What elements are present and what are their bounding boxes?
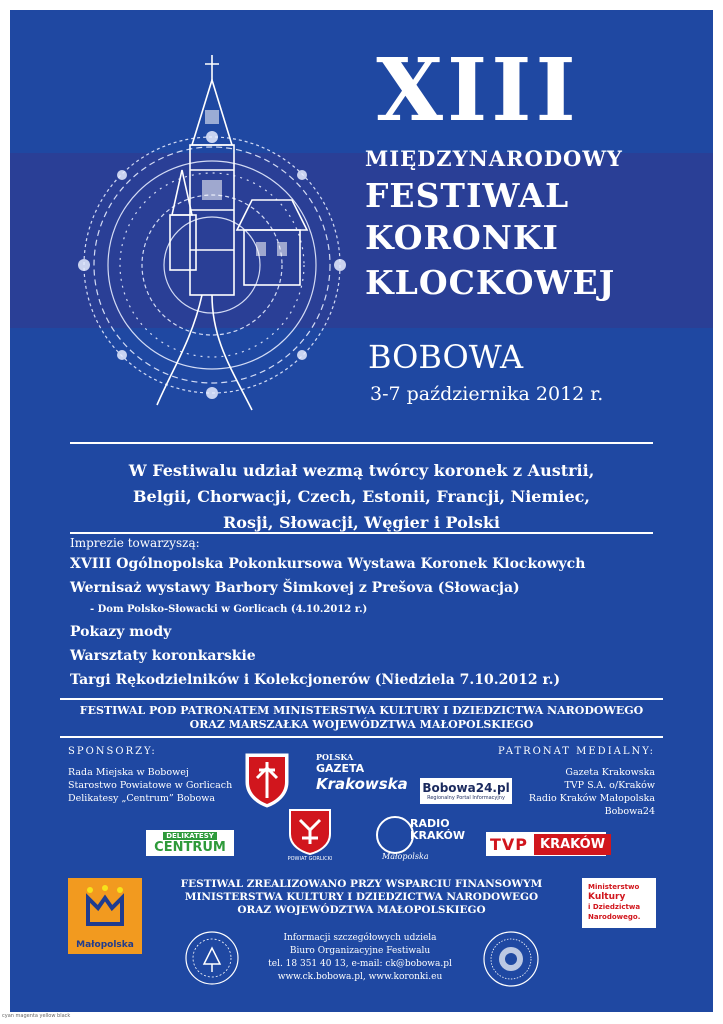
gazeta-krakowska-logo: [316, 752, 408, 793]
bobowa24-main: Bobowa24.pl: [422, 781, 510, 795]
media-3: Radio Kraków Małopolska: [528, 793, 655, 804]
contact-line-3: tel. 18 351 40 13, e-mail: ck@bobowa.pl: [268, 959, 452, 969]
countries-line-2: Belgii, Chorwacji, Czech, Estonii, Francji, Niemiec,: [133, 487, 590, 506]
event-fair: Targi Rękodzielników i Kolekcjonerów (Niedziela 7.10.2012 r.): [70, 672, 561, 688]
ministry-culture-logo: [582, 878, 656, 928]
media-label: PATRONAT MEDIALNY:: [497, 746, 655, 757]
funding-line-2: MINISTERSTWA KULTURY I DZIEDZICTWA NARODOWEGO: [184, 891, 539, 903]
ministry-line-4: Narodowego.: [588, 913, 641, 921]
lace-church-illustration: [62, 50, 362, 430]
bobowa24-logo: [420, 778, 512, 804]
divider-patronage-top: [60, 698, 663, 700]
contact-line-2: Biuro Organizacyjne Festiwalu: [289, 946, 431, 956]
ministry-line-1: Ministerstwo: [588, 883, 640, 891]
divider-countries: [70, 532, 653, 534]
contact-info: [240, 932, 480, 984]
sponsor-1: Rada Miejska w Bobowej: [68, 767, 189, 778]
radio-line-3: Małopolska: [382, 852, 429, 861]
patronage-line-1: FESTIWAL POD PATRONATEM MINISTERSTWA KULTURY I DZIEDZICTWA NARODOWEGO: [79, 704, 644, 717]
gazeta-mid: GAZETA: [316, 762, 365, 775]
event-vernissage-location: - Dom Polsko-Słowacki w Gorlicach (4.10.2012 r.): [90, 604, 368, 615]
tvp-krakow-logo: [486, 832, 606, 856]
bobowa24-sub: Regionalny Portal Informacyjny: [427, 795, 505, 801]
city-name: BOBOWA: [368, 338, 524, 376]
funding-line-1: FESTIWAL ZREALIZOWANO PRZY WSPARCIU FINANSOWYM: [180, 878, 543, 890]
media-1: Gazeta Krakowska: [565, 767, 655, 778]
sponsors-list: [68, 766, 232, 805]
festival-poster: [10, 10, 713, 1012]
sponsor-2: Starostwo Powiatowe w Gorlicach: [68, 780, 233, 791]
funding-statement: [160, 878, 563, 917]
countries-announcement: [70, 458, 653, 536]
lacemakers-association-seal-icon: [482, 930, 540, 988]
radio-krakow-logo: [410, 818, 465, 842]
ministry-line-2: Kultury: [588, 892, 626, 902]
malopolska-crown-icon: [82, 884, 128, 930]
powiat-gorlicki-coat-of-arms-logo: [286, 808, 334, 858]
title-lace: KORONKI: [365, 218, 559, 257]
powiat-caption: POWIAT GORLICKI: [287, 856, 333, 862]
radio-line-2: KRAKÓW: [410, 829, 466, 842]
bobowa-coat-of-arms-logo: [244, 752, 290, 808]
events-heading: Imprezie towarzyszą:: [70, 536, 200, 550]
funding-line-3: ORAZ WOJEWÓDZTWA MAŁOPOLSKIEGO: [237, 904, 486, 916]
media-2: TVP S.A. o/Kraków: [564, 780, 655, 791]
malopolska-logo: [68, 878, 142, 954]
media-list: [529, 766, 655, 818]
divider-top: [70, 442, 653, 444]
tvp-brand: TVP: [490, 834, 529, 854]
sponsor-3: Delikatesy „Centrum” Bobowa: [68, 793, 216, 804]
gazeta-top: POLSKA: [316, 752, 354, 762]
title-festival: FESTIWAL: [365, 176, 570, 215]
print-color-marks: cyan magenta yellow black: [2, 1013, 71, 1019]
festival-date: 3-7 października 2012 r.: [370, 383, 604, 405]
gazeta-bottom: Krakowska: [316, 775, 408, 793]
radio-line-1: RADIO: [410, 817, 450, 830]
media-4: Bobowa24: [604, 806, 655, 817]
event-fashion-show: Pokazy mody: [70, 624, 172, 640]
culture-center-seal-icon: [184, 930, 240, 986]
event-vernissage: Wernisaż wystawy Barbory Šimkovej z Prešova (Słowacja): [70, 580, 520, 596]
title-bobbin: KLOCKOWEJ: [365, 263, 616, 302]
title-international: MIĘDZYNARODOWY: [365, 146, 623, 171]
event-exhibition: XVIII Ogólnopolska Pokonkursowa Wystawa Koronek Klockowych: [70, 556, 586, 572]
patronage-statement: [60, 704, 663, 732]
delikatesy-centrum-logo: [146, 830, 234, 856]
countries-line-3: Rosji, Słowacji, Węgier i Polski: [222, 513, 501, 532]
ministry-line-3: i Dziedzictwa: [588, 903, 641, 911]
contact-line-1: Informacji szczegółowych udziela: [283, 933, 437, 943]
radio-krakow-circle-icon: [376, 816, 414, 854]
sponsors-label: SPONSORZY:: [68, 746, 157, 757]
delikatesy-top: DELIKATESY: [163, 832, 217, 840]
delikatesy-bottom: CENTRUM: [154, 839, 226, 855]
patronage-line-2: ORAZ MARSZAŁKA WOJEWÓDZTWA MAŁOPOLSKIEGO: [189, 718, 534, 731]
contact-line-4: www.ck.bobowa.pl, www.koronki.eu: [277, 972, 443, 982]
event-workshops: Warsztaty koronkarskie: [70, 648, 256, 664]
divider-patronage-bottom: [60, 736, 663, 738]
tvp-city: KRAKÓW: [534, 834, 611, 855]
countries-line-1: W Festiwalu udział wezmą twórcy koronek z Austrii,: [128, 461, 595, 480]
malopolska-label: Małopolska: [76, 940, 134, 950]
edition-number: XIII: [376, 40, 580, 141]
